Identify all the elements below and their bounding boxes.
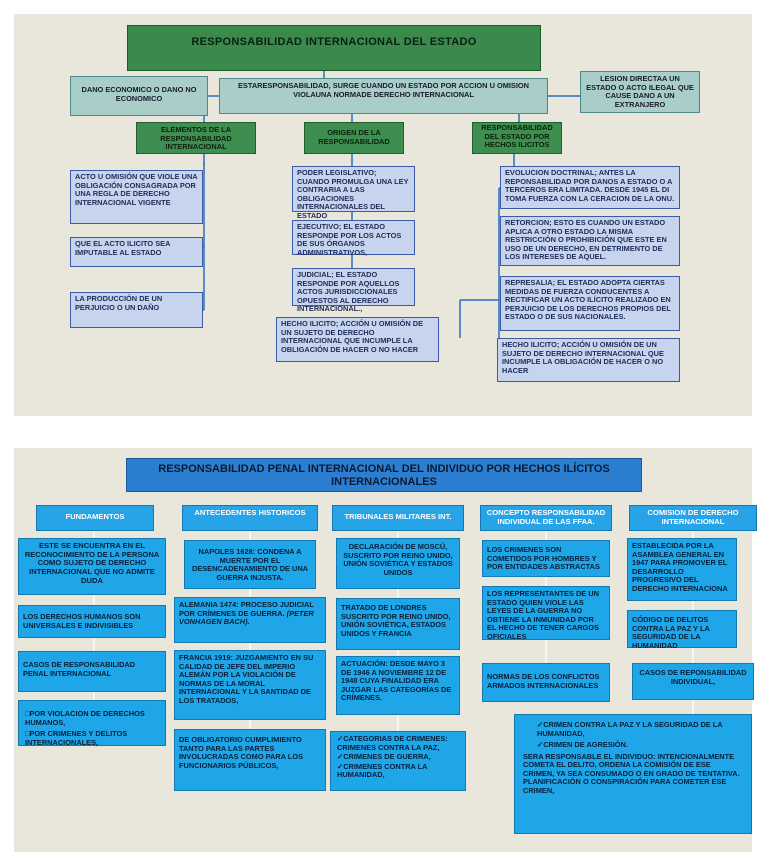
illicit-act-definition-right: HECHO ILICITO; ACCIÓN U OMISIÓN DE UN SUJETO DE DERECHO INTERNACIONAL QUE INCUMPLE LA OBLIGACIÓN DE HACER O NO HACER (497, 338, 680, 382)
tribunal-london-treaty: TRATADO DE LONDRES SUSCRITO POR REINO UNIDO, UNIÓN SOVIÉTICA, ESTADOS UNIDOS Y FRANCIA (336, 598, 460, 650)
tribunal-crime-categories (330, 731, 466, 791)
category-peace-item: ✓ CATEGORIAS DE CRIMENES: CRIMENES CONTRA LA PAZ, (337, 735, 461, 752)
case-human-rights-item: □ POR VIOLACION DE DERECHOS HUMANOS, (25, 710, 161, 727)
fundamentos-human-rights: LOS DERECHOS HUMANOS SON UNIVERSALES E INDIVISIBLES (18, 605, 166, 638)
direct-injury-box: LESION DIRECTAA UN ESTADO O ACTO ILEGAL QUE CAUSE DANO A UN EXTRANJERO (580, 71, 700, 113)
antecedentes-header: ANTECEDENTES HISTORICOS (182, 505, 318, 531)
concepto-header: CONCEPTO RESPONSABILIDAD INDIVIDUAL DE LAS FFAA. (480, 505, 612, 531)
fundamentos-cases: CASOS DE RESPONSABILIDAD PENAL INTERNACIONAL (18, 651, 166, 692)
case-international-crimes-item: □ POR CRIMENES Y DELITOS INTERNACIONALES, (25, 730, 161, 747)
illicit-reprisal: REPRESALIA; EL ESTADO ADOPTA CIERTAS MEDIDAS DE FUERZA CONDUCENTES A RECTIFICAR UN ACTO ILÍCITO REALIZADO EN PERJUICIO DE LOS DERECHOS PROPIOS DEL ESTADO O DE SUS NACIONALES. (500, 276, 680, 331)
central-definition: ESTARESPONSABILIDAD, SURGE CUANDO UN ESTADO POR ACCION U OMISION VIOLAUNA NORMADE DERECHO INTERNACIONAL (219, 78, 548, 114)
economic-damage-box: DANO ECONOMICO O DANO NO ECONOMICO (70, 76, 208, 116)
element-damage: LA PRODUCCIÓN DE UN PERJUICIO O UN DAÑO (70, 292, 203, 328)
crime-peace-security-item: ✓ CRIMEN CONTRA LA PAZ Y LA SEGURIDAD DE LA HUMANIDAD, (525, 721, 743, 738)
comision-individual-cases: CASOS DE REPONSABILIDAD INDIVIDUAL, (632, 663, 754, 700)
diagram-individual-criminal-responsibility (14, 448, 752, 852)
elements-header: ELEMENTOS DE LA RESPONSABILIDAD INTERNACIONAL (136, 122, 256, 154)
antecedente-napoles: NAPOLES 1628: CONDENA A MUERTE POR EL DESENCADENAMIENTO DE UNA GUERRA INJUSTA. (184, 540, 316, 589)
illicit-retortion: RETORCION; ESTO ES CUANDO UN ESTADO APLICA A OTRO ESTADO LA MISMA RESTRICCIÓN O PROHIBICIÓN QUE ESTE EN USO DE UN DERECHO, EN DETRIMENTO DE LOS INTERESES DE AQUEL. (500, 216, 680, 266)
fundamentos-person-subject: ESTE SE ENCUENTRA EN EL RECONOCIMIENTO DE LA PERSONA COMO SUJETO DE DERECHO INTERNACIONAL QUE NO ADMITE DUDA (18, 538, 166, 595)
element-imputable: QUE EL ACTO ILICITO SEA IMPUTABLE AL ESTADO (70, 237, 203, 267)
diagram-title: RESPONSABILIDAD PENAL INTERNACIONAL DEL INDIVIDUO POR HECHOS ILÍCITOS INTERNACIONALES (126, 458, 642, 492)
crime-aggression-item: ✓ CRIMEN DE AGRESIÓN. (525, 741, 743, 750)
comision-header: COMISION DE DERECHO INTERNACIONAL (629, 505, 757, 531)
concepto-men-entities: LOS CRIMENES SON COMETIDOS POR HOMBRES Y POR ENTIDADES ABSTRACTAS (482, 540, 610, 577)
comision-crimes-code: CÓDIGO DE DELITOS CONTRA LA PAZ Y LA SEGURIDAD DE LA HUMANIDAD (627, 610, 737, 648)
fundamentos-cases-list (18, 700, 166, 746)
concepto-armed-conflict-norms: NORMAS DE LOS CONFLICTOS ARMADOS INTERNACIONALES (482, 663, 610, 702)
alemania-text: ALEMANIA 1474: PROCESO JUDICIAL POR CRÍMENES DE GUERRA. (179, 600, 314, 618)
category-war-item: ✓ CRIMENES DE GUERRA, (337, 753, 461, 762)
antecedente-obligatorio: DE OBLIGATORIO CUMPLIMIENTO TANTO PARA LAS PARTES INVOLUCRADAS COMO PARA LOS FUNCIONARIOS PÚBLICOS, (174, 729, 326, 791)
fundamentos-header: FUNDAMENTOS (36, 505, 154, 531)
tribunal-moscow-declaration: DECLARACIÓN DE MOSCÚ, SUSCRITO POR REINO UNIDO, UNIÓN SOVIÉTICA Y ESTADOS UNIDOS (336, 538, 460, 589)
concepto-representatives: LOS REPRESENTANTES DE UN ESTADO QUIEN VIOLE LAS LEYES DE LA GUERRA NO OBTIENE LA INMUNIDAD POR EL HECHO DE TENER CARGOS OFICIALES (482, 586, 610, 640)
tribunal-actuacion: ACTUACIÓN: DESDE MAYO 3 DE 1946 A NOVIEMBRE 12 DE 1948 CUYA FINALIDAD ERA JUZGAR LAS CATEGORÍAS DE CRÍMENES. (336, 656, 460, 715)
alemania-reference: (PETER VONHAGEN BACH). (179, 608, 314, 627)
diagram-state-responsibility (14, 14, 752, 416)
illicit-acts-header: RESPONSABILIDAD DEL ESTADO POR HECHOS ILICITOS (472, 122, 562, 154)
antecedente-francia: FRANCIA 1919: JUZGAMIENTO EN SU CALIDAD DE JEFE DEL IMPERIO ALEMÁN POR LA VIOLACIÓN DE NORMAS DE LA MORAL INTERNACIONAL Y LA SANTIDAD DE LOS TRATADOS, (174, 650, 326, 720)
origin-legislative: PODER LEGISLATIVO; CUANDO PROMULGA UNA LEY CONTRARIA A LAS OBLIGACIONES INTERNACIONALES DEL ESTADO (292, 166, 415, 212)
origin-judicial: JUDICIAL; EL ESTADO RESPONDE POR AQUELLOS ACTOS JURISDICCIONALES OPUESTOS AL DERECHO INTERNACIONAL., (292, 268, 415, 306)
individual-responsibility-details (514, 714, 752, 834)
antecedente-alemania (174, 597, 326, 643)
comision-established: ESTABLECIDA POR LA ASAMBLEA GENERAL EN 1947 PARA PROMOVER EL DESARROLLO PROGRESIVO DEL DERECHO INTERNACIONA (627, 538, 737, 601)
individual-responsibility-text: SERA RESPONSABLE EL INDIVIDUO: INTENCIONALMENTE COMETA EL DELITO, ORDENA LA COMISIÓN DE ESE CRIMEN, YA SEA CONSUMADO O EN GRADO DE TENTATIVA. PLANIFICACIÓN O CONSPIRACIÓN PARA COMETER ESE CRIMEN, (523, 751, 740, 795)
origin-executive: EJECUTIVO; EL ESTADO RESPONDE POR LOS ACTOS DE SUS ÓRGANOS ADMINISTRATIVOS, (292, 220, 415, 255)
category-humanity-item: ✓ CRIMENES CONTRA LA HUMANIDAD, (337, 763, 461, 780)
element-act-omission: ACTO U OMISIÓN QUE VIOLE UNA OBLIGACIÓN CONSAGRADA POR UNA REGLA DE DERECHO INTERNACIONAL VIGENTE (70, 170, 203, 224)
illicit-doctrinal-evolution: EVOLUCION DOCTRINAL; ANTES LA REPONSABILIDAD POR DANOS A ESTADO O A TERCEROS ERA LIMITADA. DESDE 1945 EL DI TOMA FUERZA CON LA CERACION DE LA ONU. (500, 166, 680, 209)
diagram-title: RESPONSABILIDAD INTERNACIONAL DEL ESTADO (127, 25, 541, 71)
illicit-act-definition-left: HECHO ILICITO; ACCIÓN U OMISIÓN DE UN SUJETO DE DERECHO INTERNACIONAL QUE INCUMPLE LA OBLIGACIÓN DE HACER O NO HACER (276, 317, 439, 362)
origin-header: ORIGEN DE LA RESPONSABILIDAD (304, 122, 404, 154)
tribunales-header: TRIBUNALES MILITARES INT. (332, 505, 464, 531)
